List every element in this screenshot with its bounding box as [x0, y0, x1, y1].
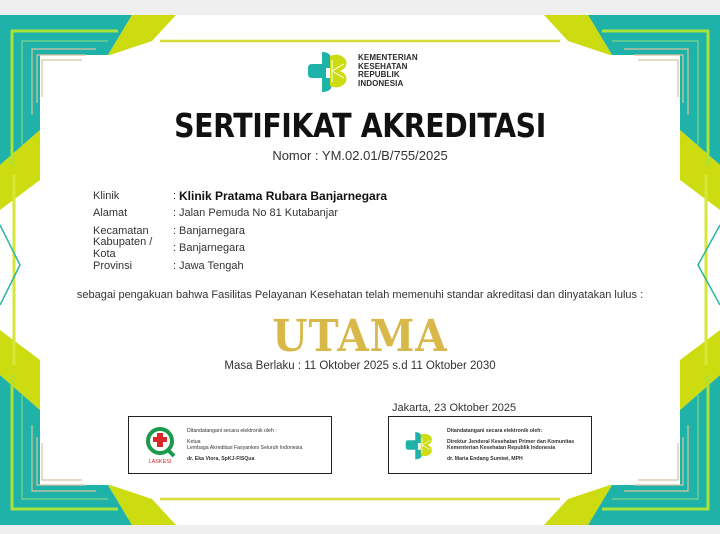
signature-text-left: Ditandatangani secara elektronik oleh : Ketua Lembaga Akreditasi Fasyankes Seluruh Indonesia dr. Eka Viora, SpKJ-FISQua	[187, 428, 303, 462]
facility-row-regency: Kabupaten / Kota : Banjarnegara	[93, 236, 246, 261]
ministry-name: KEMENTERIAN KESEHATAN REPUBLIK INDONESIA	[358, 53, 418, 88]
signer-name-right: dr. Maria Endang Sumiwi, MPH	[447, 455, 523, 462]
facility-row-clinic: Klinik : Klinik Pratama Rubara Banjarnegara	[93, 188, 388, 203]
facility-row-address: Alamat : Jalan Pemuda No 81 Kutabanjar	[93, 207, 338, 220]
laskesi-logo-icon	[143, 425, 177, 465]
certificate-title: SERTIFIKAT AKREDITASI	[174, 106, 546, 145]
accreditation-statement: sebagai pengakuan bahwa Fasilitas Pelayanan Kesehatan telah memenuhi standar akreditasi dan dinyatakan lulus :	[76, 289, 644, 301]
facility-row-district: Kecamatan : Banjarnegara	[93, 224, 246, 237]
ministry-logo	[304, 45, 424, 97]
clinic-name: Klinik Pratama Rubara Banjarnegara	[179, 188, 388, 203]
certificate-number: Nomor : YM.02.01/B/755/2025	[272, 148, 448, 163]
signature-box-kemenkes	[388, 416, 592, 474]
signature-box-laskesi	[128, 416, 332, 474]
facility-row-province: Provinsi : Jawa Tengah	[93, 259, 244, 272]
kemenkes-logo-icon	[304, 46, 354, 96]
accreditation-grade: UTAMA	[272, 311, 448, 362]
kemenkes-logo-icon	[403, 425, 437, 465]
validity-period: Masa Berlaku : 11 Oktober 2025 s.d 11 Oktober 2030	[224, 360, 496, 372]
signer-name-left: dr. Eka Viora, SpKJ-FISQua	[187, 455, 255, 462]
signature-text-right: Ditandatangani secara elektronik oleh: Direktur Jenderal Kesehatan Primer dan Komunitas Kementerian Kesehatan Republik Indonesia dr. Maria Endang Sumiwi, MPH	[447, 428, 575, 462]
facility-info	[93, 187, 387, 275]
svg-text:LASKESI: LASKESI	[148, 459, 172, 465]
place-date: Jakarta, 23 Oktober 2025	[392, 402, 517, 414]
certificate	[0, 15, 720, 525]
